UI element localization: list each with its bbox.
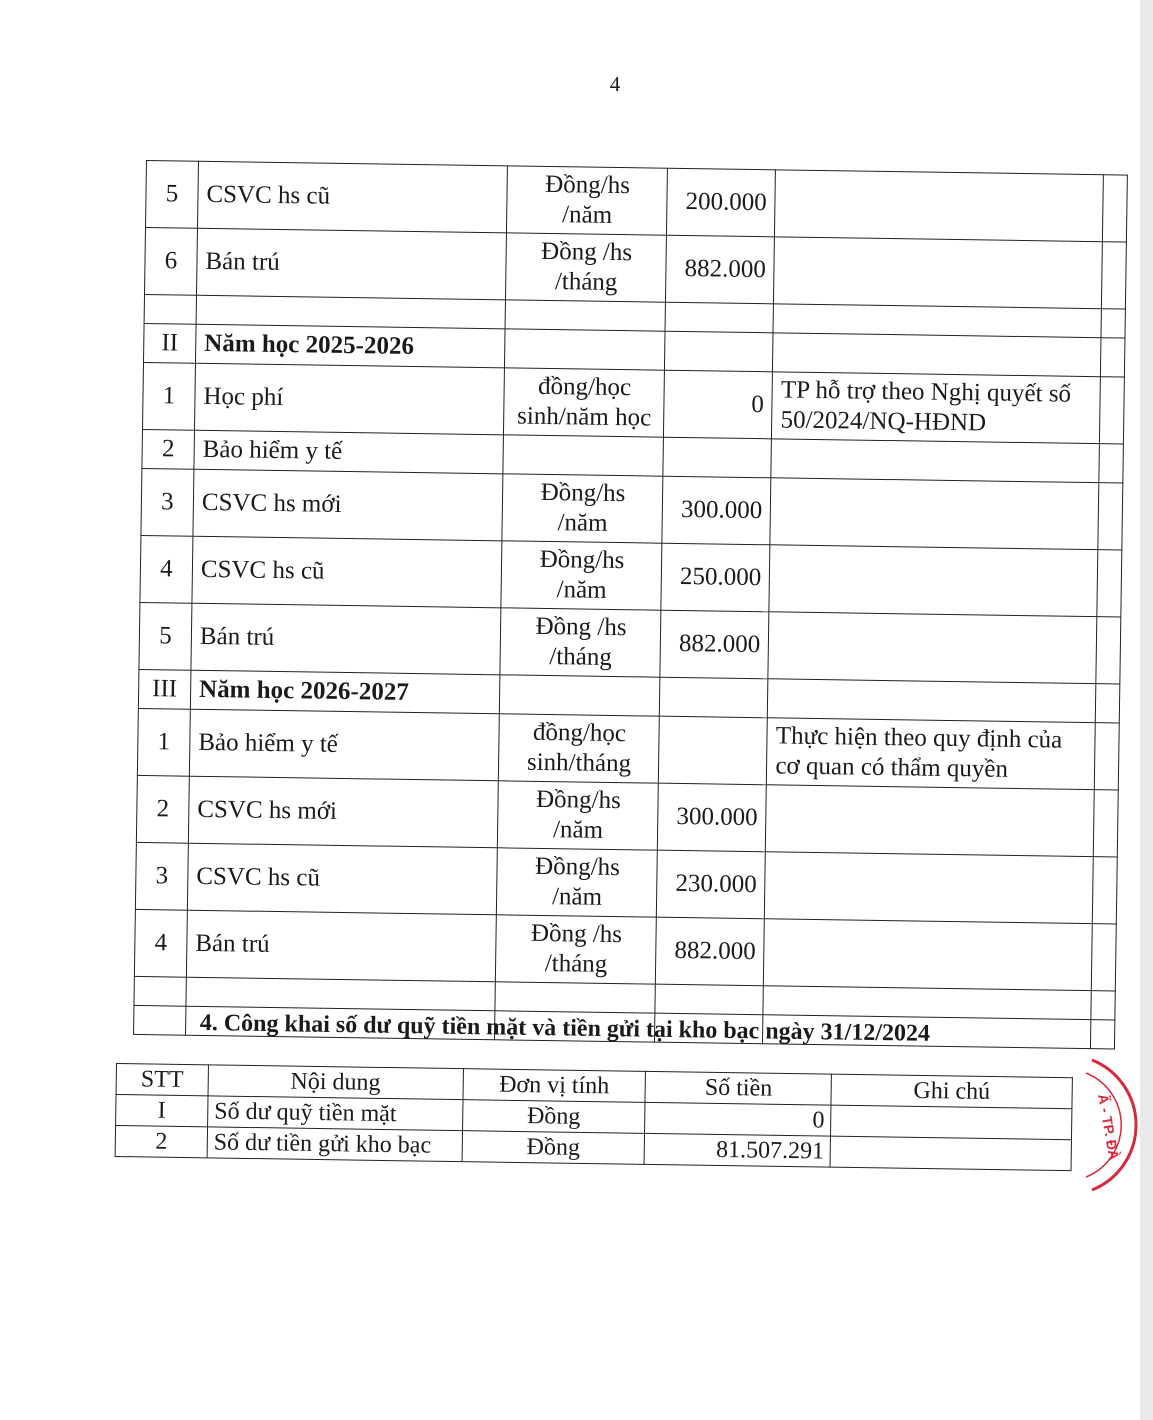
balance-content: Số dư tiền gửi kho bạc: [207, 1127, 462, 1162]
fee-table: [133, 160, 1128, 1049]
row-note: [769, 545, 1098, 617]
row-amount: [660, 677, 769, 718]
header-unit: Đơn vị tính: [463, 1069, 646, 1103]
unit-line-1: [512, 454, 655, 456]
header-note: Ghi chú: [831, 1074, 1072, 1109]
row-amount: 300.000: [662, 476, 771, 545]
row-stt: 1: [137, 708, 190, 776]
row-unit: [501, 541, 662, 610]
balance-note: [830, 1136, 1071, 1171]
unit-line-2: /tháng: [549, 643, 613, 671]
row-stt: 5: [145, 161, 198, 229]
row-name: CSVC hs mới: [188, 776, 498, 848]
row-amount: 882.000: [656, 917, 765, 986]
unit-line-1: Đồng/hs: [535, 785, 622, 815]
row-amount: [665, 331, 774, 372]
balance-unit: Đồng: [462, 1131, 645, 1165]
row-name: Bán trú: [191, 603, 501, 675]
row-edge: [1102, 175, 1127, 242]
row-edge: [1095, 684, 1120, 723]
row-name: Bán trú: [186, 910, 496, 982]
row-amount: [659, 716, 768, 785]
row-note: [771, 439, 1099, 483]
row-note: [768, 612, 1097, 684]
unit-line-1: Đồng/hs: [534, 852, 621, 882]
row-edge: [1097, 550, 1122, 617]
row-note: Thực hiện theo quy định của cơ quan có thẩm quyền: [767, 718, 1096, 790]
header-stt: STT: [116, 1064, 208, 1096]
unit-line-2: sinh/tháng: [526, 748, 632, 778]
blank-cell-unit: [495, 982, 655, 1013]
row-note: [770, 478, 1099, 550]
blank-cell-stt: [144, 294, 196, 324]
row-name: Học phí: [194, 363, 504, 435]
row-name: CSVC hs cũ: [197, 161, 507, 233]
balance-stt: I: [116, 1095, 208, 1127]
row-unit: [496, 915, 657, 984]
row-edge: [1093, 790, 1118, 857]
row-unit: [497, 848, 658, 917]
row-stt: 4: [134, 909, 187, 977]
row-name: Bảo hiểm y tế: [189, 709, 499, 781]
balance-note: [831, 1105, 1072, 1140]
row-note: [774, 237, 1103, 309]
unit-line-2: /năm: [557, 509, 608, 537]
blank-cell-edge: [1090, 1020, 1114, 1049]
row-edge: [1100, 338, 1125, 377]
section-title: Năm học 2025-2026: [195, 324, 505, 368]
row-edge: [1094, 723, 1119, 790]
row-amount: 0: [664, 370, 773, 439]
row-stt: 5: [139, 602, 192, 670]
unit-line-2: sinh/năm học: [516, 402, 652, 432]
row-edge: [1091, 924, 1116, 991]
unit-line-2: /năm: [561, 201, 613, 229]
row-amount: 230.000: [657, 850, 766, 919]
unit-line-2: /năm: [552, 816, 604, 844]
row-unit: [503, 435, 663, 476]
row-unit: [506, 233, 667, 302]
blank-cell-edge: [1091, 991, 1115, 1020]
unit-line-1: Đồng/hs: [539, 545, 625, 575]
balance-content: Số dư quỹ tiền mặt: [208, 1096, 463, 1131]
row-stt: 3: [135, 842, 188, 910]
section-4-heading: 4. Công khai số dư quỹ tiền mặt và tiền gửi tại kho bạc ngày 31/12/2024: [199, 1010, 931, 1047]
header-amount: Số tiền: [645, 1071, 831, 1105]
row-name: CSVC hs cũ: [187, 843, 497, 915]
section-title: Năm học 2026-2027: [190, 670, 500, 714]
row-unit: [505, 329, 665, 370]
row-stt: III: [138, 669, 191, 709]
row-edge: [1101, 242, 1126, 309]
row-note: [765, 852, 1094, 924]
row-note: [773, 333, 1101, 377]
blank-cell-amount: [665, 302, 773, 333]
row-note: [768, 679, 1096, 723]
row-unit: [507, 166, 668, 235]
row-unit: [499, 714, 660, 783]
blank-cell-stt: [134, 976, 186, 1006]
row-stt: 3: [141, 468, 194, 536]
row-name: Bảo hiểm y tế: [194, 430, 504, 474]
row-name: CSVC hs mới: [193, 469, 503, 541]
unit-line-2: /năm: [551, 883, 603, 911]
unit-line-2: [512, 454, 655, 456]
blank-cell-name: [196, 295, 506, 329]
row-unit: [498, 781, 659, 850]
row-name: Bán trú: [196, 228, 506, 300]
unit-line-1: Đồng /hs: [540, 237, 633, 267]
row-name: CSVC hs cũ: [192, 536, 502, 608]
balance-amount: 0: [645, 1102, 831, 1136]
row-unit: [500, 608, 661, 677]
row-note: [764, 919, 1093, 991]
row-note: [775, 170, 1104, 242]
row-unit: [500, 675, 660, 716]
unit-line-1: Đồng /hs: [535, 612, 627, 642]
row-unit: [504, 368, 665, 437]
balance-amount: 81.507.291: [644, 1133, 830, 1167]
balance-table: [115, 1063, 1073, 1171]
stamp-text: Ã - TP. ĐÀ: [1095, 1092, 1123, 1162]
row-stt: 6: [145, 227, 198, 295]
row-edge: [1098, 483, 1123, 550]
blank-cell-amount: [655, 984, 763, 1015]
row-amount: 882.000: [666, 235, 775, 304]
blank-cell-edge: [1101, 309, 1125, 338]
row-stt: 1: [143, 362, 196, 430]
unit-line-1: đồng/học: [537, 372, 632, 402]
row-edge: [1099, 444, 1124, 483]
row-amount: 300.000: [658, 783, 767, 852]
row-stt: II: [143, 323, 196, 363]
row-stt: 2: [136, 775, 189, 843]
row-amount: [663, 437, 772, 478]
row-edge: [1092, 857, 1117, 924]
blank-cell-stt: [134, 1005, 186, 1035]
row-stt: 4: [140, 535, 193, 603]
balance-unit: Đồng: [462, 1100, 645, 1134]
unit-line-1: Đồng/hs: [540, 478, 626, 508]
blank-cell-unit: [506, 300, 666, 331]
unit-line-1: Đồng/hs: [545, 170, 631, 200]
row-amount: 250.000: [661, 543, 770, 612]
red-seal-stamp: [1084, 1055, 1153, 1195]
row-edge: [1096, 617, 1121, 684]
row-note: TP hỗ trợ theo Nghị quyết số 50/2024/NQ-HĐND: [772, 372, 1101, 444]
row-unit: [502, 474, 663, 543]
row-note: [766, 785, 1095, 857]
balance-stt: 2: [115, 1126, 207, 1158]
unit-line-2: /năm: [556, 576, 607, 604]
unit-line-2: /tháng: [554, 268, 618, 297]
blank-cell-name: [186, 977, 496, 1011]
row-stt: 2: [142, 429, 195, 469]
unit-line-1: đồng/học: [532, 718, 627, 748]
row-edge: [1099, 377, 1124, 444]
row-amount: 882.000: [660, 610, 769, 679]
header-content: Nội dung: [208, 1065, 463, 1100]
row-amount: 200.000: [667, 168, 776, 237]
page-number: 4: [609, 72, 621, 96]
unit-line-2: /tháng: [544, 950, 608, 978]
unit-line-1: Đồng /hs: [530, 919, 623, 949]
